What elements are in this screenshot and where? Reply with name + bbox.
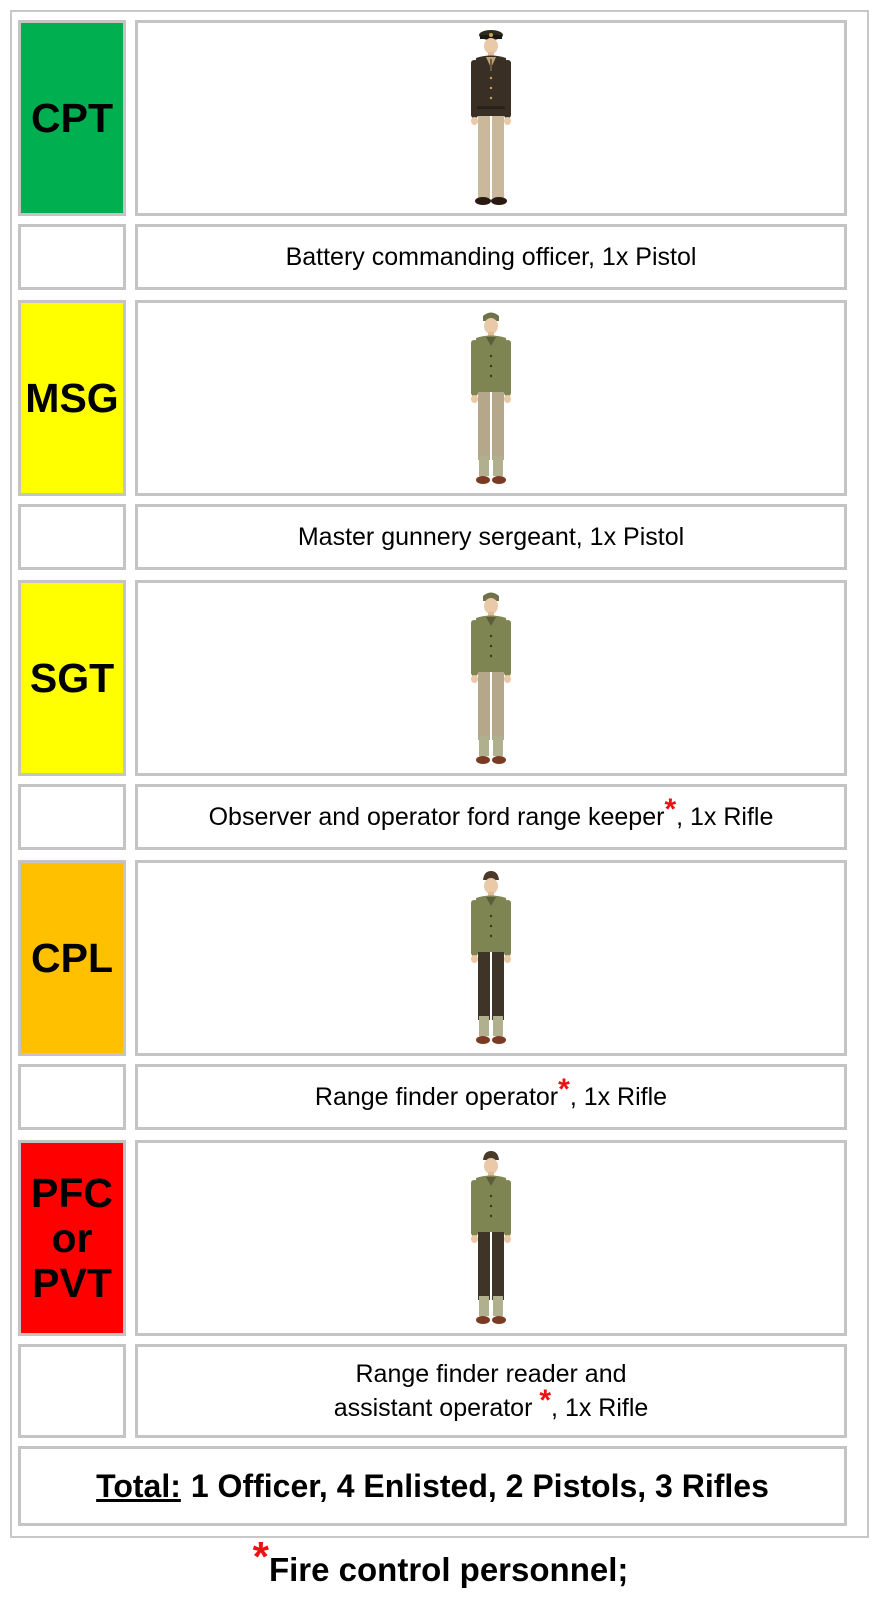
figure-cell-pfc-pvt — [135, 1140, 847, 1336]
description-cell-sgt — [135, 784, 847, 850]
rank-spacer-cell — [18, 784, 126, 850]
fire-control-star: * — [539, 1384, 552, 1417]
rank-label: CPL — [31, 934, 113, 981]
footnote — [0, 1533, 881, 1600]
organization-table — [10, 10, 869, 1538]
description-cell-pfc-pvt — [135, 1344, 847, 1438]
enlisted-dark-trousers-figure — [466, 866, 516, 1050]
rank-spacer-cell — [18, 224, 126, 290]
rank-label: SGT — [29, 654, 115, 701]
rank-spacer-cell — [18, 504, 126, 570]
description-text: Observer and operator ford range keeper*, 1x Rifle — [208, 793, 774, 831]
total-row — [18, 1446, 847, 1526]
description-cell-msg — [135, 504, 847, 570]
footnote-text: Fire control personnel; — [268, 1551, 629, 1588]
description-text: Range finder reader and assistant operator *, 1x Rifle — [333, 1360, 649, 1422]
total-text: 1 Officer, 4 Enlisted, 2 Pistols, 3 Rifles — [190, 1467, 769, 1504]
enlisted-dark-trousers-figure — [466, 1146, 516, 1330]
description-cell-cpl — [135, 1064, 847, 1130]
figure-cell-cpl — [135, 860, 847, 1056]
rank-label: MSG — [25, 374, 119, 421]
enlisted-khaki-trousers-figure — [466, 586, 516, 770]
rank-label: PFC or PVT — [31, 1169, 113, 1306]
description-text: Master gunnery sergeant, 1x Pistol — [297, 523, 685, 551]
total-label: Total: — [96, 1467, 181, 1504]
officer-uniform-figure — [466, 26, 516, 210]
description-text: Range finder operator*, 1x Rifle — [314, 1073, 668, 1111]
rank-cell-cpt — [18, 20, 126, 216]
footnote-star: * — [252, 1533, 269, 1580]
rank-cell-cpl — [18, 860, 126, 1056]
rank-cell-pfc-pvt — [18, 1140, 126, 1336]
rank-spacer-cell — [18, 1064, 126, 1130]
fire-control-star: * — [664, 793, 677, 826]
figure-cell-msg — [135, 300, 847, 496]
description-text: Battery commanding officer, 1x Pistol — [285, 243, 697, 271]
rank-spacer-cell — [18, 1344, 126, 1438]
rank-cell-sgt — [18, 580, 126, 776]
figure-cell-cpt — [135, 20, 847, 216]
fire-control-star: * — [558, 1073, 570, 1106]
rank-cell-msg — [18, 300, 126, 496]
rank-label: CPT — [31, 94, 113, 141]
enlisted-khaki-trousers-figure — [466, 306, 516, 490]
description-cell-cpt — [135, 224, 847, 290]
figure-cell-sgt — [135, 580, 847, 776]
